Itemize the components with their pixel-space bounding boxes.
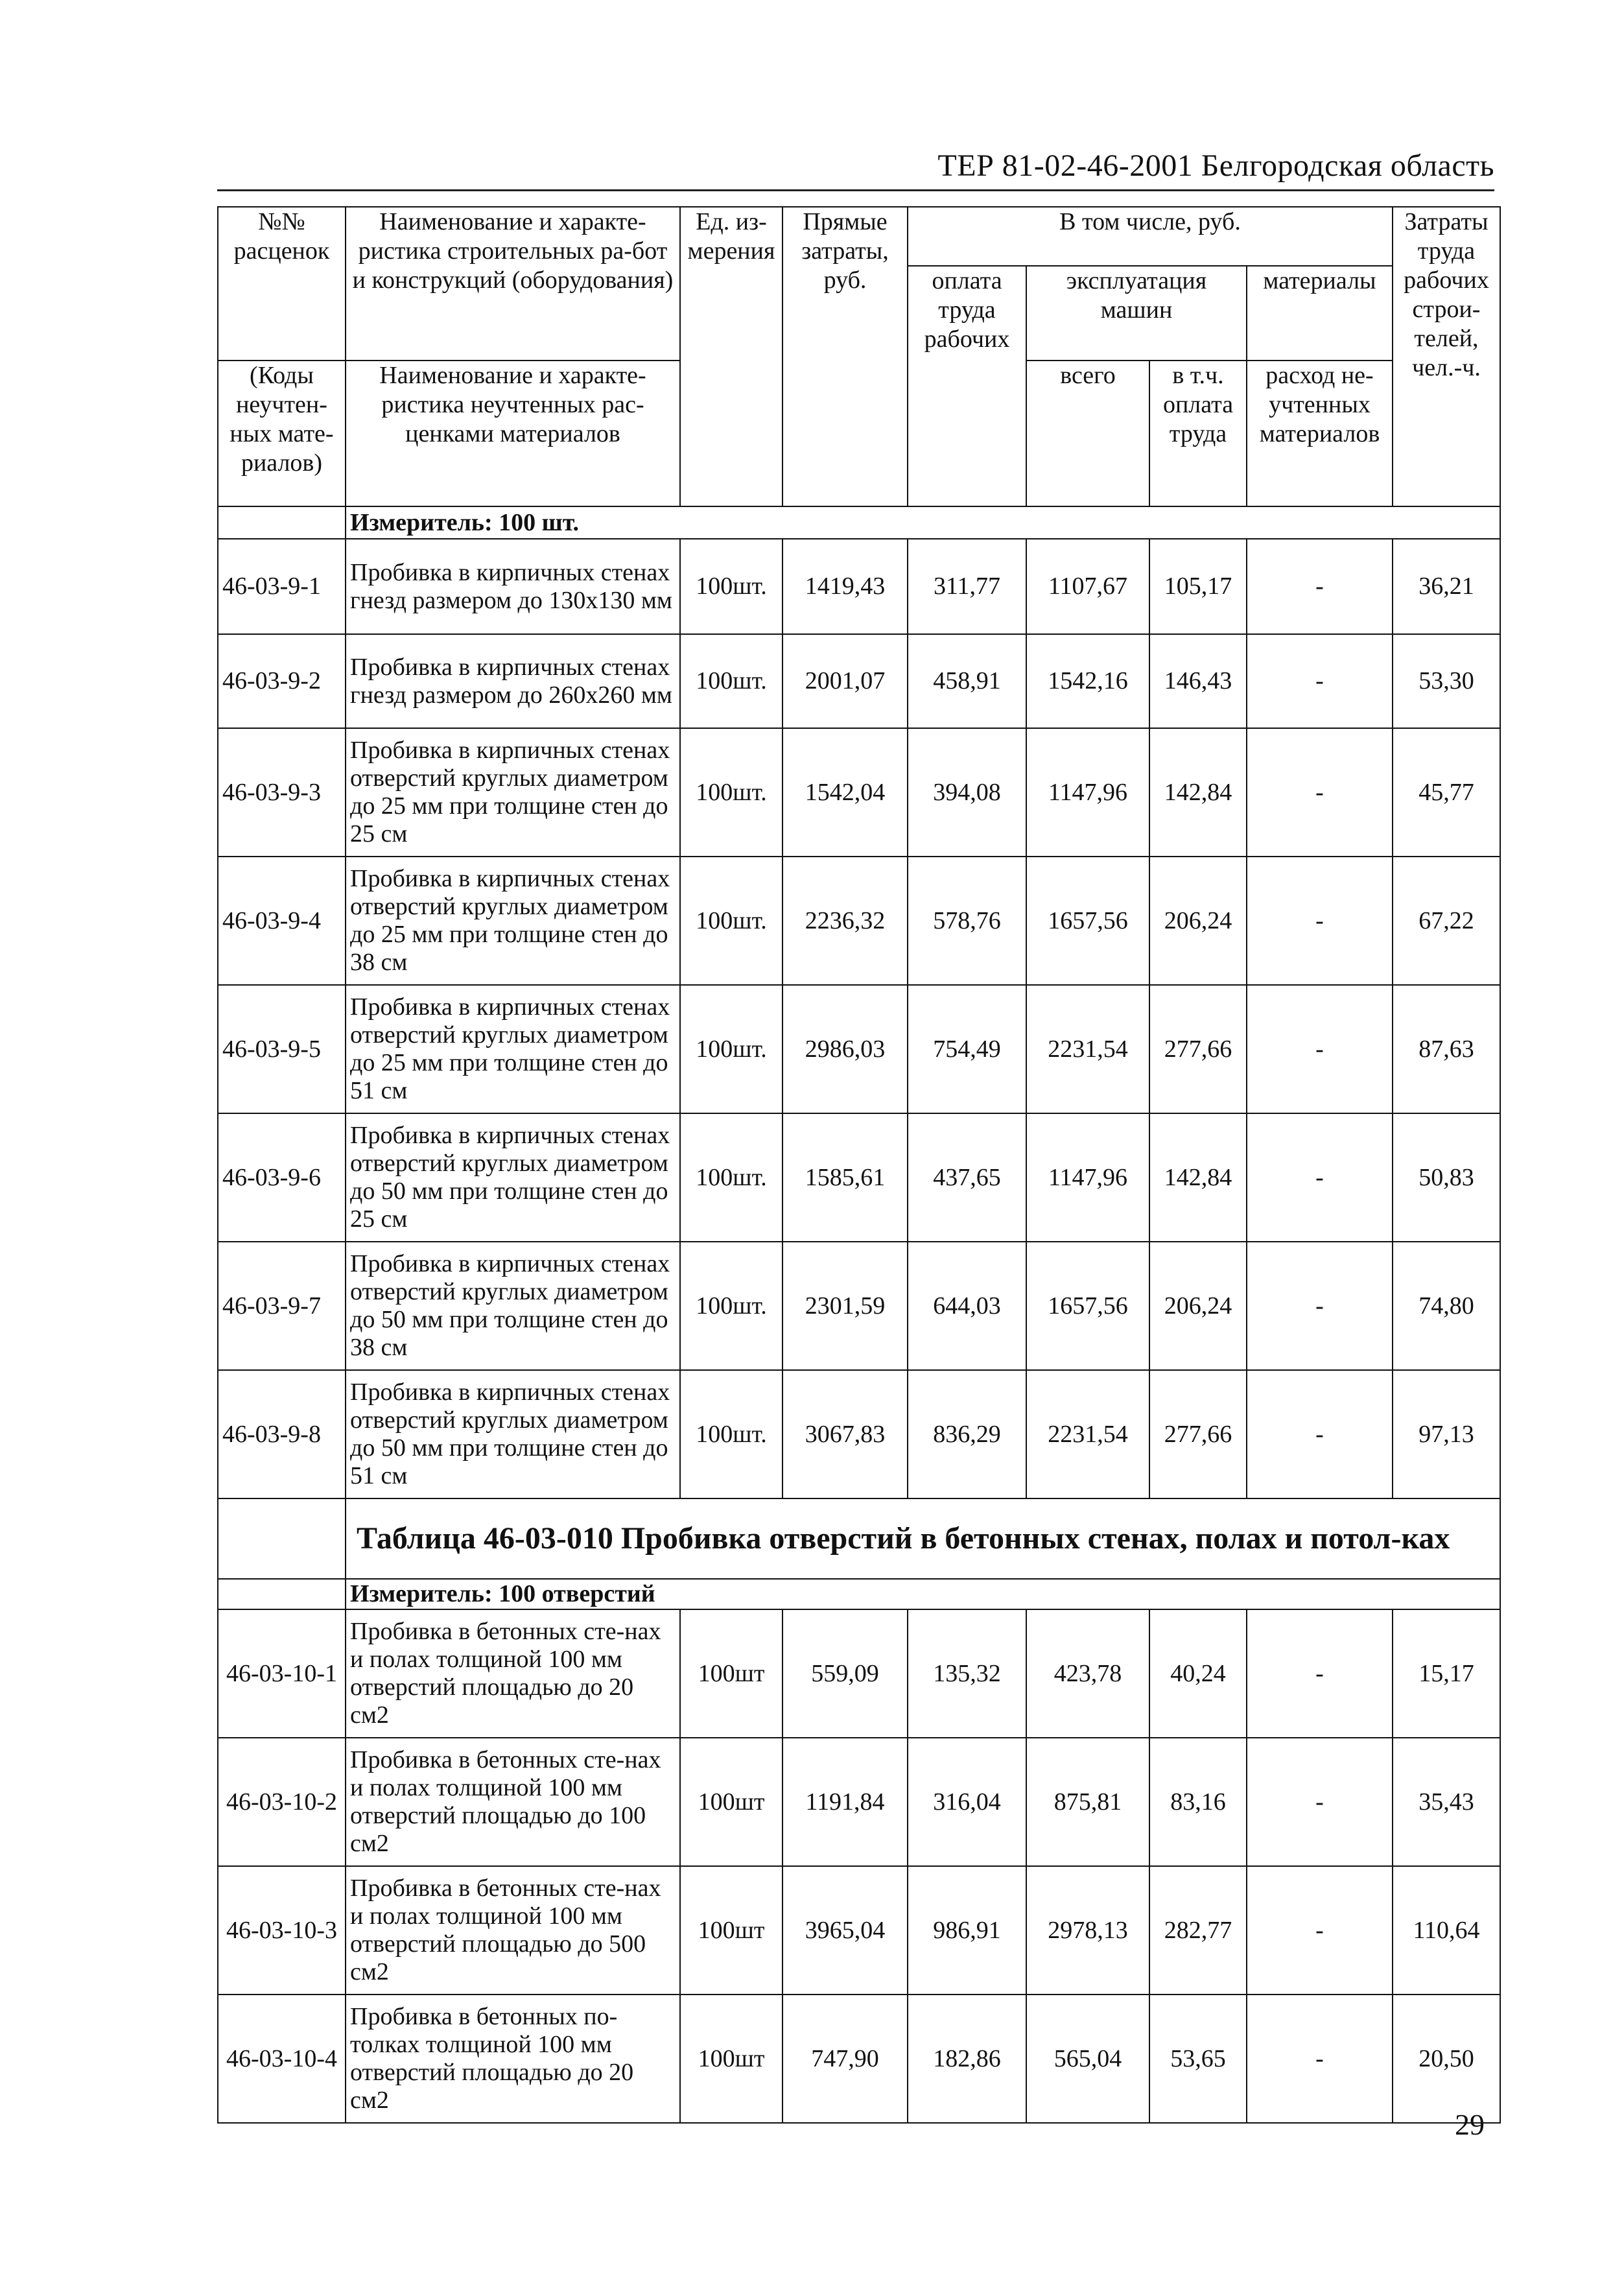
materials: - bbox=[1247, 539, 1393, 634]
header-labor: Затраты труда рабочих строи-телей, чел.-ч. bbox=[1393, 207, 1500, 506]
work-name: Пробивка в бетонных сте-нах и полах толщиной 100 мм отверстий площадью до 100 см2 bbox=[346, 1738, 680, 1866]
worker-pay: 836,29 bbox=[908, 1370, 1026, 1498]
table-row bbox=[218, 1370, 1500, 1498]
unit: 100шт. bbox=[680, 1113, 783, 1242]
table-row bbox=[218, 1738, 1500, 1866]
measure-row-empty bbox=[218, 506, 346, 539]
price-table bbox=[217, 206, 1501, 2124]
rate-code: 46-03-9-3 bbox=[218, 728, 346, 857]
rate-code: 46-03-10-3 bbox=[218, 1866, 346, 1995]
table-row bbox=[218, 1866, 1500, 1995]
table-row bbox=[218, 1113, 1500, 1242]
work-name: Пробивка в бетонных сте-нах и полах толщиной 100 мм отверстий площадью до 500 см2 bbox=[346, 1866, 680, 1995]
direct-costs: 2236,32 bbox=[783, 857, 908, 985]
unit: 100шт. bbox=[680, 1370, 783, 1498]
table-row bbox=[218, 634, 1500, 728]
machines-pay: 146,43 bbox=[1149, 634, 1247, 728]
machines-total: 1657,56 bbox=[1026, 1242, 1149, 1370]
unit: 100шт. bbox=[680, 1242, 783, 1370]
worker-pay: 578,76 bbox=[908, 857, 1026, 985]
worker-pay: 311,77 bbox=[908, 539, 1026, 634]
materials: - bbox=[1247, 1866, 1393, 1995]
direct-costs: 747,90 bbox=[783, 1995, 908, 2123]
labor-hours: 35,43 bbox=[1393, 1738, 1500, 1866]
worker-pay: 754,49 bbox=[908, 985, 1026, 1113]
header-machines: эксплуатация машин bbox=[1026, 266, 1247, 361]
labor-hours: 67,22 bbox=[1393, 857, 1500, 985]
materials: - bbox=[1247, 857, 1393, 985]
header-worker-pay: оплата труда рабочих bbox=[908, 266, 1026, 506]
materials: - bbox=[1247, 1995, 1393, 2123]
worker-pay: 182,86 bbox=[908, 1995, 1026, 2123]
direct-costs: 1191,84 bbox=[783, 1738, 908, 1866]
direct-costs: 2986,03 bbox=[783, 985, 908, 1113]
unit: 100шт. bbox=[680, 728, 783, 857]
document-header-title: ТЕР 81-02-46-2001 Белгородская область bbox=[937, 148, 1494, 183]
machines-total: 2231,54 bbox=[1026, 985, 1149, 1113]
worker-pay: 644,03 bbox=[908, 1242, 1026, 1370]
section-title-empty bbox=[218, 1498, 346, 1579]
labor-hours: 97,13 bbox=[1393, 1370, 1500, 1498]
machines-total: 423,78 bbox=[1026, 1609, 1149, 1738]
table-row bbox=[218, 1609, 1500, 1738]
header-machines-pay: в т.ч. оплата труда bbox=[1149, 361, 1247, 506]
machines-pay: 277,66 bbox=[1149, 985, 1247, 1113]
rate-code: 46-03-10-4 bbox=[218, 1995, 346, 2123]
labor-hours: 87,63 bbox=[1393, 985, 1500, 1113]
labor-hours: 36,21 bbox=[1393, 539, 1500, 634]
unit: 100шт. bbox=[680, 634, 783, 728]
rate-code: 46-03-9-8 bbox=[218, 1370, 346, 1498]
table-row bbox=[218, 1995, 1500, 2123]
table-row bbox=[218, 985, 1500, 1113]
worker-pay: 394,08 bbox=[908, 728, 1026, 857]
measure-label: Измеритель: 100 отверстий bbox=[346, 1579, 1500, 1609]
machines-total: 1147,96 bbox=[1026, 1113, 1149, 1242]
machines-total: 2231,54 bbox=[1026, 1370, 1149, 1498]
work-name: Пробивка в кирпичных стенах отверстий круглых диаметром до 50 мм при толщине стен до 51 см bbox=[346, 1370, 680, 1498]
work-name: Пробивка в кирпичных стенах отверстий круглых диаметром до 25 мм при толщине стен до 38 см bbox=[346, 857, 680, 985]
unit: 100шт. bbox=[680, 857, 783, 985]
labor-hours: 74,80 bbox=[1393, 1242, 1500, 1370]
header-code-sub: (Коды неучтен-ных мате-риалов) bbox=[218, 361, 346, 506]
work-name: Пробивка в кирпичных стенах гнезд размером до 260x260 мм bbox=[346, 634, 680, 728]
machines-pay: 105,17 bbox=[1149, 539, 1247, 634]
unit: 100шт. bbox=[680, 539, 783, 634]
direct-costs: 2001,07 bbox=[783, 634, 908, 728]
worker-pay: 135,32 bbox=[908, 1609, 1026, 1738]
worker-pay: 458,91 bbox=[908, 634, 1026, 728]
rate-code: 46-03-10-1 bbox=[218, 1609, 346, 1738]
materials: - bbox=[1247, 1113, 1393, 1242]
materials: - bbox=[1247, 1738, 1393, 1866]
labor-hours: 20,50 bbox=[1393, 1995, 1500, 2123]
header-rule bbox=[217, 189, 1494, 191]
work-name: Пробивка в кирпичных стенах отверстий круглых диаметром до 50 мм при толщине стен до 38 см bbox=[346, 1242, 680, 1370]
rate-code: 46-03-9-4 bbox=[218, 857, 346, 985]
direct-costs: 3965,04 bbox=[783, 1866, 908, 1995]
materials: - bbox=[1247, 1370, 1393, 1498]
machines-total: 1657,56 bbox=[1026, 857, 1149, 985]
labor-hours: 45,77 bbox=[1393, 728, 1500, 857]
direct-costs: 2301,59 bbox=[783, 1242, 908, 1370]
machines-pay: 40,24 bbox=[1149, 1609, 1247, 1738]
rate-code: 46-03-9-1 bbox=[218, 539, 346, 634]
labor-hours: 50,83 bbox=[1393, 1113, 1500, 1242]
rate-code: 46-03-9-7 bbox=[218, 1242, 346, 1370]
direct-costs: 1585,61 bbox=[783, 1113, 908, 1242]
worker-pay: 316,04 bbox=[908, 1738, 1026, 1866]
work-name: Пробивка в кирпичных стенах отверстий круглых диаметром до 25 мм при толщине стен до 51 см bbox=[346, 985, 680, 1113]
direct-costs: 1542,04 bbox=[783, 728, 908, 857]
rate-code: 46-03-9-6 bbox=[218, 1113, 346, 1242]
work-name: Пробивка в кирпичных стенах отверстий круглых диаметром до 25 мм при толщине стен до 25 см bbox=[346, 728, 680, 857]
materials: - bbox=[1247, 1609, 1393, 1738]
unit: 100шт bbox=[680, 1995, 783, 2123]
direct-costs: 1419,43 bbox=[783, 539, 908, 634]
machines-pay: 142,84 bbox=[1149, 1113, 1247, 1242]
header-code: №№ расценок bbox=[218, 207, 346, 266]
measure-row bbox=[218, 1579, 1500, 1609]
header-machines-total: всего bbox=[1026, 361, 1149, 506]
header-unaccounted: расход не-учтенных материалов bbox=[1247, 361, 1393, 506]
header-code-spacer bbox=[218, 266, 346, 361]
table-header-row-1 bbox=[218, 207, 1500, 266]
machines-total: 2978,13 bbox=[1026, 1866, 1149, 1995]
machines-pay: 282,77 bbox=[1149, 1866, 1247, 1995]
materials: - bbox=[1247, 985, 1393, 1113]
measure-row-empty bbox=[218, 1579, 346, 1609]
rate-code: 46-03-10-2 bbox=[218, 1738, 346, 1866]
table-row bbox=[218, 539, 1500, 634]
table-row bbox=[218, 728, 1500, 857]
machines-pay: 206,24 bbox=[1149, 1242, 1247, 1370]
header-unit: Ед. из-мерения bbox=[680, 207, 783, 506]
header-name-sub: Наименование и характе-ристика неучтенных рас-ценками материалов bbox=[346, 361, 680, 506]
materials: - bbox=[1247, 728, 1393, 857]
header-including: В том числе, руб. bbox=[908, 207, 1393, 266]
header-materials: материалы bbox=[1247, 266, 1393, 361]
work-name: Пробивка в бетонных сте-нах и полах толщиной 100 мм отверстий площадью до 20 см2 bbox=[346, 1609, 680, 1738]
direct-costs: 559,09 bbox=[783, 1609, 908, 1738]
work-name: Пробивка в кирпичных стенах гнезд размером до 130x130 мм bbox=[346, 539, 680, 634]
page-number: 29 bbox=[1455, 2108, 1485, 2141]
labor-hours: 15,17 bbox=[1393, 1609, 1500, 1738]
worker-pay: 986,91 bbox=[908, 1866, 1026, 1995]
labor-hours: 53,30 bbox=[1393, 634, 1500, 728]
machines-total: 1147,96 bbox=[1026, 728, 1149, 857]
materials: - bbox=[1247, 634, 1393, 728]
machines-pay: 53,65 bbox=[1149, 1995, 1247, 2123]
labor-hours: 110,64 bbox=[1393, 1866, 1500, 1995]
measure-label: Измеритель: 100 шт. bbox=[346, 506, 1500, 539]
worker-pay: 437,65 bbox=[908, 1113, 1026, 1242]
unit: 100шт bbox=[680, 1866, 783, 1995]
table-row bbox=[218, 857, 1500, 985]
rate-code: 46-03-9-5 bbox=[218, 985, 346, 1113]
table-row bbox=[218, 1242, 1500, 1370]
machines-pay: 83,16 bbox=[1149, 1738, 1247, 1866]
header-name: Наименование и характе-ристика строительных ра-бот и конструкций (оборудования) bbox=[346, 207, 680, 361]
section-title: Таблица 46-03-010 Пробивка отверстий в бетонных стенах, полах и потол-ках bbox=[346, 1498, 1500, 1579]
machines-pay: 277,66 bbox=[1149, 1370, 1247, 1498]
machines-total: 1542,16 bbox=[1026, 634, 1149, 728]
section-title-row bbox=[218, 1498, 1500, 1579]
unit: 100шт bbox=[680, 1738, 783, 1866]
materials: - bbox=[1247, 1242, 1393, 1370]
measure-row bbox=[218, 506, 1500, 539]
unit: 100шт. bbox=[680, 985, 783, 1113]
rate-code: 46-03-9-2 bbox=[218, 634, 346, 728]
work-name: Пробивка в кирпичных стенах отверстий круглых диаметром до 50 мм при толщине стен до 25 см bbox=[346, 1113, 680, 1242]
machines-total: 565,04 bbox=[1026, 1995, 1149, 2123]
direct-costs: 3067,83 bbox=[783, 1370, 908, 1498]
machines-pay: 142,84 bbox=[1149, 728, 1247, 857]
machines-total: 875,81 bbox=[1026, 1738, 1149, 1866]
unit: 100шт bbox=[680, 1609, 783, 1738]
work-name: Пробивка в бетонных по-толках толщиной 100 мм отверстий площадью до 20 см2 bbox=[346, 1995, 680, 2123]
header-direct-costs: Прямые затраты, руб. bbox=[783, 207, 908, 506]
machines-total: 1107,67 bbox=[1026, 539, 1149, 634]
machines-pay: 206,24 bbox=[1149, 857, 1247, 985]
